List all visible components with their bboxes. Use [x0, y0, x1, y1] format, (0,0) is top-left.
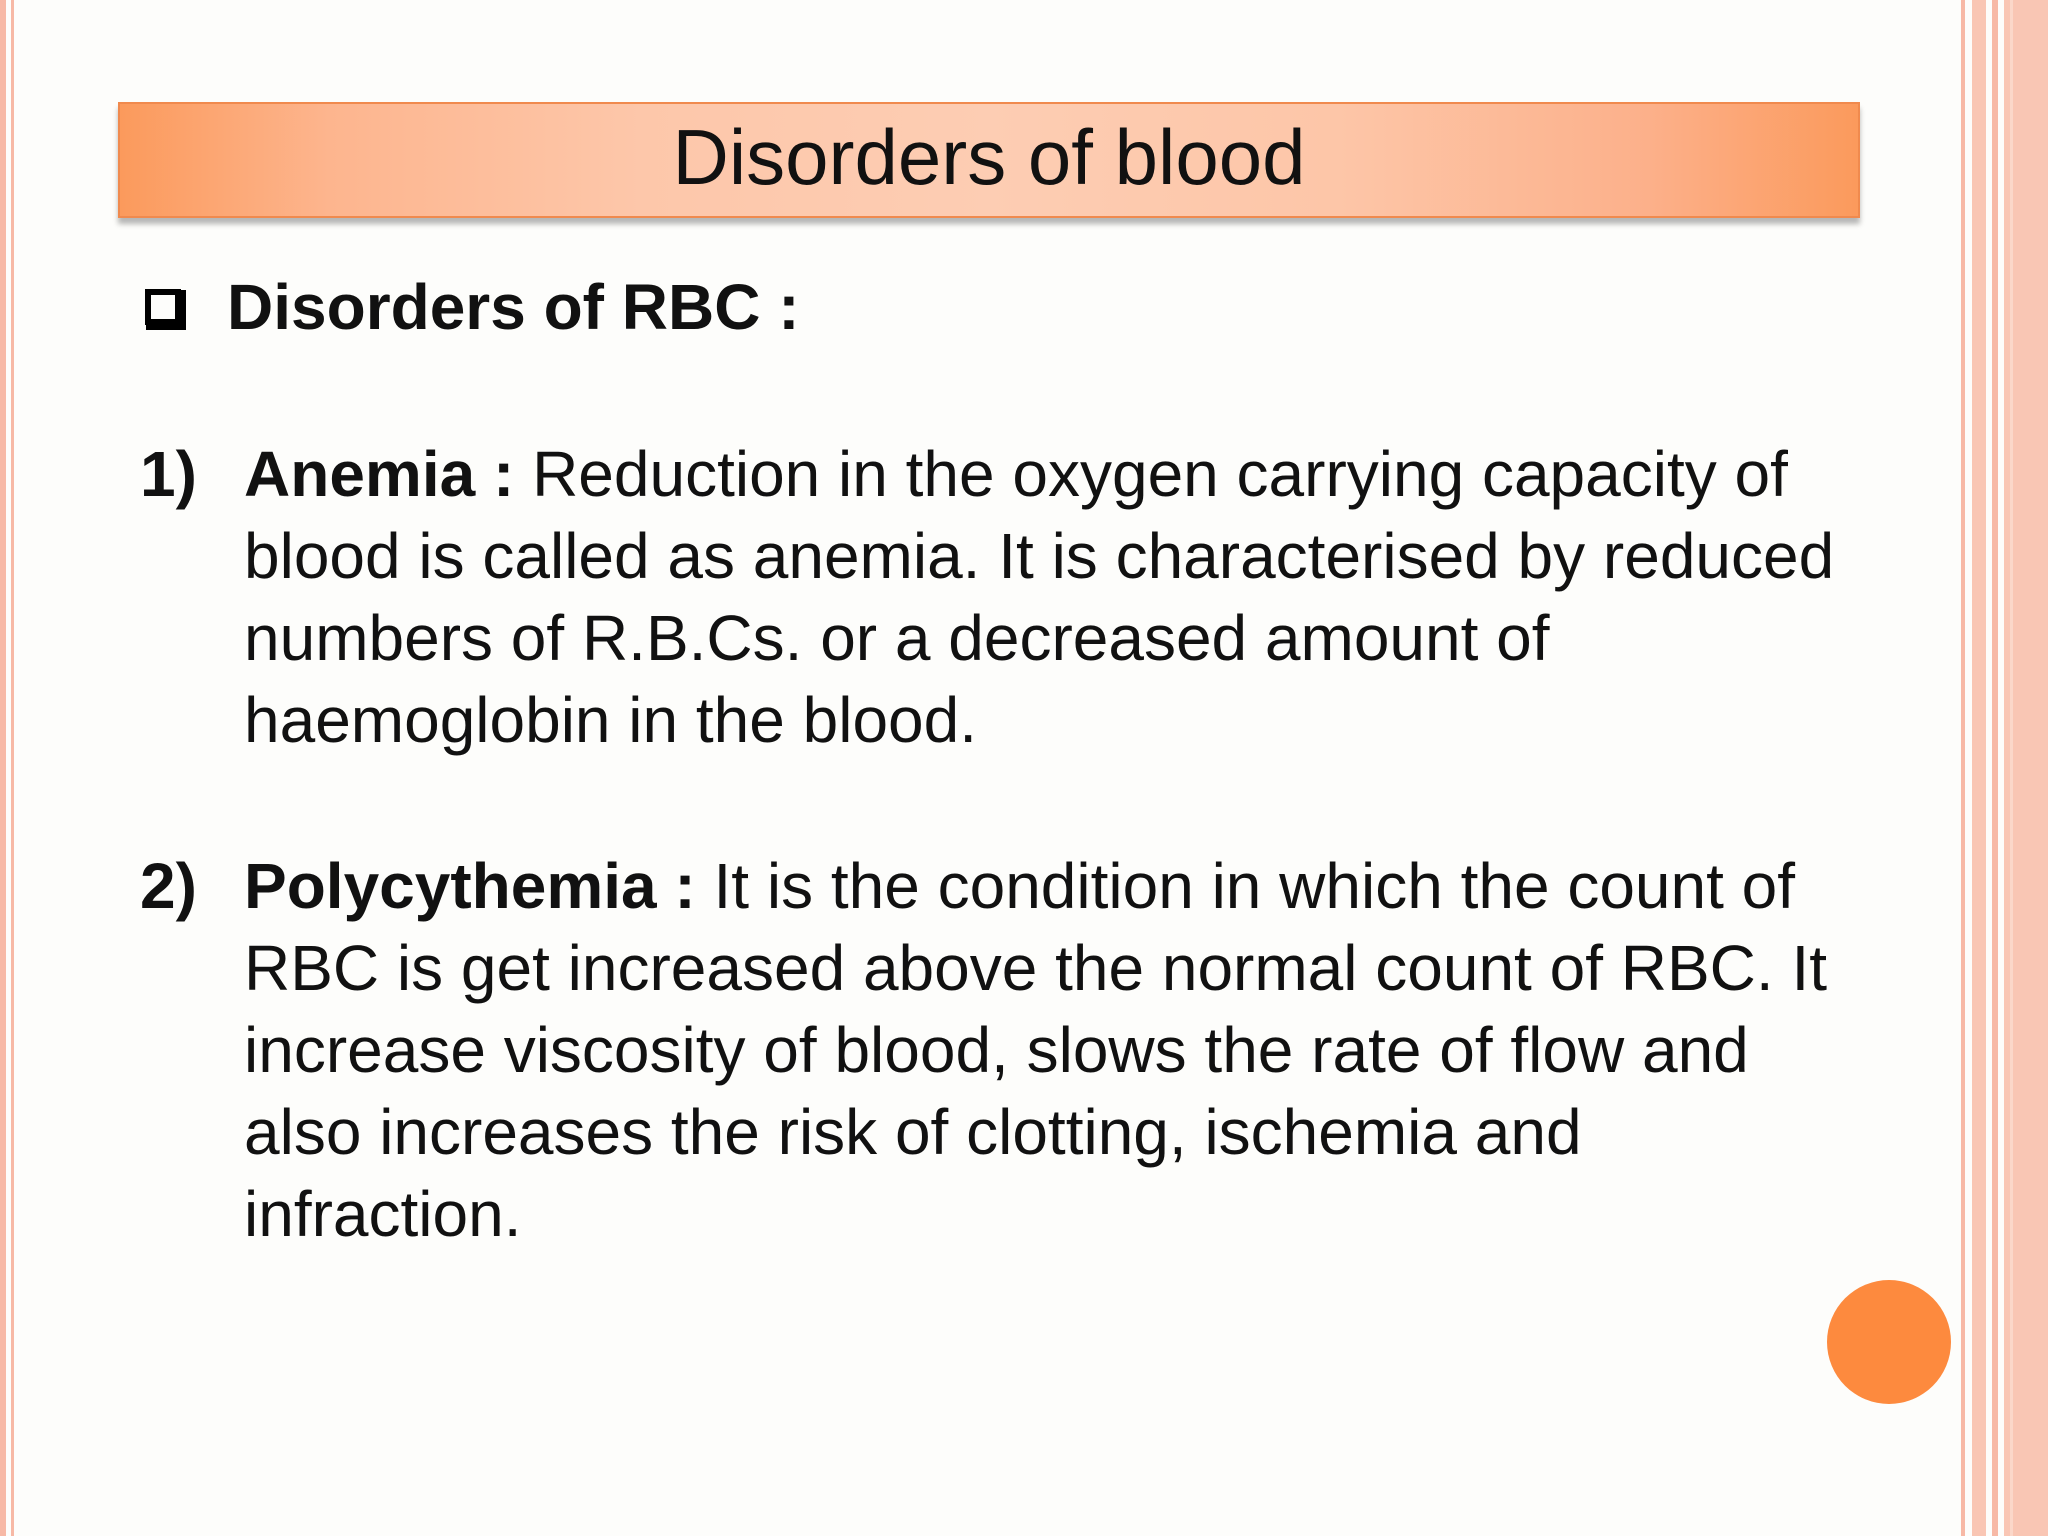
- list-item-anemia: [140, 433, 1840, 761]
- left-border-stripe-inner: [11, 0, 14, 1536]
- right-border-highlight: [2010, 0, 2013, 1536]
- list-item-body: [244, 433, 1840, 761]
- right-border-band: [1972, 0, 1986, 1536]
- right-border-stripe: [1961, 0, 1965, 1536]
- list-item-body: [244, 845, 1840, 1255]
- section-heading-text: Disorders of RBC :: [227, 271, 800, 343]
- checkbox-square-icon: [145, 289, 181, 325]
- title-bar: [118, 102, 1860, 218]
- slide-title: Disorders of blood: [672, 112, 1306, 201]
- right-border-stripe-mid: [1992, 0, 1998, 1536]
- list-item-description: It is the condition in which the count of RBC is get increased above the normal count of RBC. It increase viscosity of blood, slows the rate of flow and also increases the risk of clotting, ischemia and infraction.: [244, 850, 1827, 1250]
- list-item-polycythemia: [140, 845, 1840, 1255]
- section-heading: [145, 270, 800, 344]
- list-item-term: Anemia :: [244, 438, 515, 510]
- list-item-description: Reduction in the oxygen carrying capacity of blood is called as anemia. It is characterised by reduced numbers of R.B.Cs. or a decreased amount of haemoglobin in the blood.: [244, 438, 1835, 756]
- list-item-term: Polycythemia :: [244, 850, 696, 922]
- list-item-number: 1): [140, 438, 197, 510]
- orange-circle-decoration: [1827, 1280, 1951, 1404]
- left-border-stripe: [0, 0, 6, 1536]
- list-item-number: 2): [140, 850, 197, 922]
